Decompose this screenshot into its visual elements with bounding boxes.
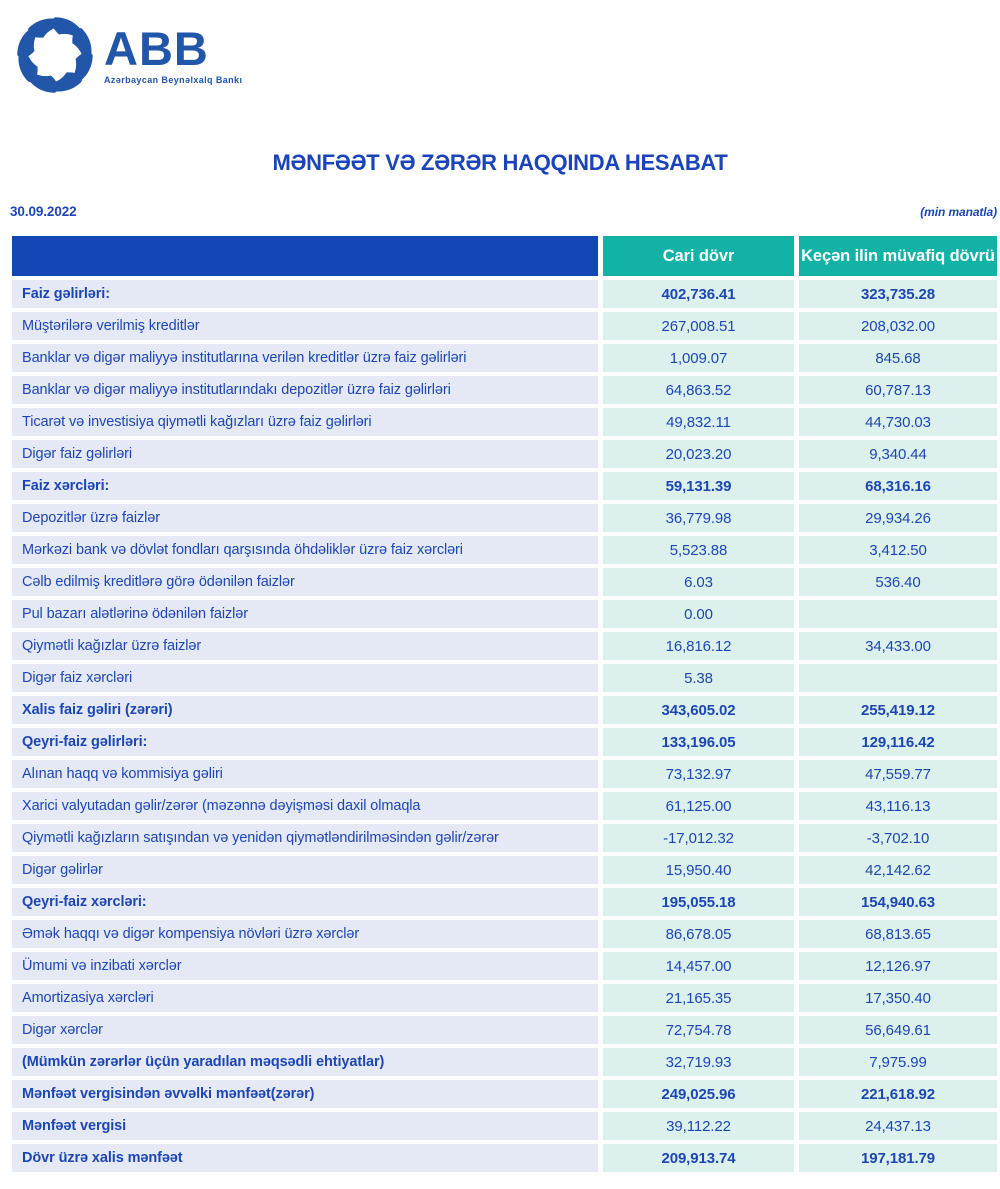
previous-value-cell: 9,340.44 (799, 440, 997, 468)
page-title: MƏNFƏƏT VƏ ZƏRƏR HAQQINDA HESABAT (272, 150, 728, 175)
table-row (12, 440, 997, 468)
row-label-cell: Faiz xərcləri: (12, 472, 598, 500)
previous-value-cell: 845.68 (799, 344, 997, 372)
table-row (12, 952, 997, 980)
current-value-cell: 86,678.05 (603, 920, 794, 948)
current-value-cell: 6.03 (603, 568, 794, 596)
row-label-cell: Digər faiz gəlirləri (12, 440, 598, 468)
table-row (12, 1112, 997, 1140)
current-value-cell: 0.00 (603, 600, 794, 628)
current-value-cell: 133,196.05 (603, 728, 794, 756)
table-row (12, 760, 997, 788)
table-row (12, 504, 997, 532)
previous-value-cell: 7,975.99 (799, 1048, 997, 1076)
row-label-cell: Mənfəət vergisi (12, 1112, 598, 1140)
row-label-cell: (Mümkün zərərlər üçün yaradılan məqsədli ehtiyatlar) (12, 1048, 598, 1076)
row-label-cell: Qeyri-faiz xərcləri: (12, 888, 598, 916)
current-value-cell: 21,165.35 (603, 984, 794, 1012)
row-label-cell: Xalis faiz gəliri (zərəri) (12, 696, 598, 724)
row-label-cell: Qiymətli kağızların satışından və yenidən qiymətləndirilməsindən gəlir/zərər (12, 824, 598, 852)
current-value-cell: 32,719.93 (603, 1048, 794, 1076)
previous-value-cell: 34,433.00 (799, 632, 997, 660)
previous-value-cell: 3,412.50 (799, 536, 997, 564)
unit-note: (min manatla) (920, 205, 997, 219)
current-value-cell: 49,832.11 (603, 408, 794, 436)
current-value-cell: 5,523.88 (603, 536, 794, 564)
table-header-row (12, 236, 997, 276)
previous-value-cell: -3,702.10 (799, 824, 997, 852)
table-row (12, 920, 997, 948)
previous-value-cell: 208,032.00 (799, 312, 997, 340)
abb-wordmark: ABB (104, 22, 209, 75)
current-value-cell: 195,055.18 (603, 888, 794, 916)
previous-value-cell: 221,618.92 (799, 1080, 997, 1108)
row-label-cell: Pul bazarı alətlərinə ödənilən faizlər (12, 600, 598, 628)
row-label-cell: Qeyri-faiz gəlirləri: (12, 728, 598, 756)
row-label-cell: Digər xərclər (12, 1016, 598, 1044)
current-value-cell: 59,131.39 (603, 472, 794, 500)
current-value-cell: 343,605.02 (603, 696, 794, 724)
previous-value-cell: 17,350.40 (799, 984, 997, 1012)
abb-logo-text (104, 22, 243, 85)
previous-value-cell: 129,116.42 (799, 728, 997, 756)
current-value-cell: 267,008.51 (603, 312, 794, 340)
previous-value-cell: 60,787.13 (799, 376, 997, 404)
current-value-cell: 73,132.97 (603, 760, 794, 788)
abb-logo (14, 12, 242, 98)
table-row (12, 1144, 997, 1172)
row-label-cell: Dövr üzrə xalis mənfəət (12, 1144, 598, 1172)
previous-value-cell: 255,419.12 (799, 696, 997, 724)
row-label-cell: Depozitlər üzrə faizlər (12, 504, 598, 532)
table-row (12, 536, 997, 564)
row-label-cell: Qiymətli kağızlar üzrə faizlər (12, 632, 598, 660)
header-previous-period: Keçən ilin müvafiq dövrü (799, 236, 997, 276)
table-row (12, 1048, 997, 1076)
row-label-cell: Amortizasiya xərcləri (12, 984, 598, 1012)
previous-value-cell: 68,316.16 (799, 472, 997, 500)
row-label-cell: Cəlb edilmiş kreditlərə görə ödənilən faizlər (12, 568, 598, 596)
table-row (12, 728, 997, 756)
table-row (12, 600, 997, 628)
table-row (12, 472, 997, 500)
table-row (12, 408, 997, 436)
current-value-cell: 5.38 (603, 664, 794, 692)
previous-value-cell: 47,559.77 (799, 760, 997, 788)
table-row (12, 376, 997, 404)
header-empty-cell (12, 236, 598, 276)
table-row (12, 344, 997, 372)
current-value-cell: 72,754.78 (603, 1016, 794, 1044)
row-label-cell: Müştərilərə verilmiş kreditlər (12, 312, 598, 340)
row-label-cell: Faiz gəlirləri: (12, 280, 598, 308)
table-row (12, 1016, 997, 1044)
row-label-cell: Xarici valyutadan gəlir/zərər (məzənnə dəyişməsi daxil olmaqla (12, 792, 598, 820)
table-row (12, 856, 997, 884)
table-row (12, 568, 997, 596)
row-label-cell: Alınan haqq və kommisiya gəliri (12, 760, 598, 788)
previous-value-cell: 29,934.26 (799, 504, 997, 532)
row-label-cell: Mərkəzi bank və dövlət fondları qarşısında öhdəliklər üzrə faiz xərcləri (12, 536, 598, 564)
current-value-cell: 15,950.40 (603, 856, 794, 884)
previous-value-cell (799, 664, 997, 692)
table-row (12, 664, 997, 692)
report-date: 30.09.2022 (10, 204, 77, 219)
current-value-cell: 61,125.00 (603, 792, 794, 820)
previous-value-cell: 43,116.13 (799, 792, 997, 820)
profit-loss-table (12, 236, 997, 1176)
previous-value-cell: 68,813.65 (799, 920, 997, 948)
row-label-cell: Digər faiz xərcləri (12, 664, 598, 692)
previous-value-cell: 154,940.63 (799, 888, 997, 916)
table-row (12, 984, 997, 1012)
table-body (12, 280, 997, 1172)
previous-value-cell: 56,649.61 (799, 1016, 997, 1044)
row-label-cell: Digər gəlirlər (12, 856, 598, 884)
table-row (12, 888, 997, 916)
row-label-cell: Banklar və digər maliyyə institutlarındakı depozitlər üzrə faiz gəlirləri (12, 376, 598, 404)
row-label-cell: Əmək haqqı və digər kompensiya növləri üzrə xərclər (12, 920, 598, 948)
row-label-cell: Banklar və digər maliyyə institutlarına verilən kreditlər üzrə faiz gəlirləri (12, 344, 598, 372)
current-value-cell: 402,736.41 (603, 280, 794, 308)
current-value-cell: 209,913.74 (603, 1144, 794, 1172)
current-value-cell: 20,023.20 (603, 440, 794, 468)
abb-tagline: Azərbaycan Beynəlxalq Bankı (104, 75, 243, 85)
meta-row (10, 204, 997, 219)
current-value-cell: 39,112.22 (603, 1112, 794, 1140)
current-value-cell: -17,012.32 (603, 824, 794, 852)
table-row (12, 696, 997, 724)
current-value-cell: 64,863.52 (603, 376, 794, 404)
current-value-cell: 1,009.07 (603, 344, 794, 372)
row-label-cell: Ticarət və investisiya qiymətli kağızları üzrə faiz gəlirləri (12, 408, 598, 436)
header-current-period: Cari dövr (603, 236, 794, 276)
table-row (12, 1080, 997, 1108)
table-row (12, 632, 997, 660)
current-value-cell: 36,779.98 (603, 504, 794, 532)
previous-value-cell: 323,735.28 (799, 280, 997, 308)
row-label-cell: Ümumi və inzibati xərclər (12, 952, 598, 980)
previous-value-cell: 12,126.97 (799, 952, 997, 980)
table-row (12, 824, 997, 852)
abb-pinwheel-icon (14, 12, 96, 98)
table-row (12, 280, 997, 308)
previous-value-cell: 536.40 (799, 568, 997, 596)
table-row (12, 792, 997, 820)
current-value-cell: 14,457.00 (603, 952, 794, 980)
current-value-cell: 249,025.96 (603, 1080, 794, 1108)
previous-value-cell: 197,181.79 (799, 1144, 997, 1172)
row-label-cell: Mənfəət vergisindən əvvəlki mənfəət(zərər) (12, 1080, 598, 1108)
previous-value-cell (799, 600, 997, 628)
previous-value-cell: 24,437.13 (799, 1112, 997, 1140)
current-value-cell: 16,816.12 (603, 632, 794, 660)
previous-value-cell: 44,730.03 (799, 408, 997, 436)
previous-value-cell: 42,142.62 (799, 856, 997, 884)
table-row (12, 312, 997, 340)
